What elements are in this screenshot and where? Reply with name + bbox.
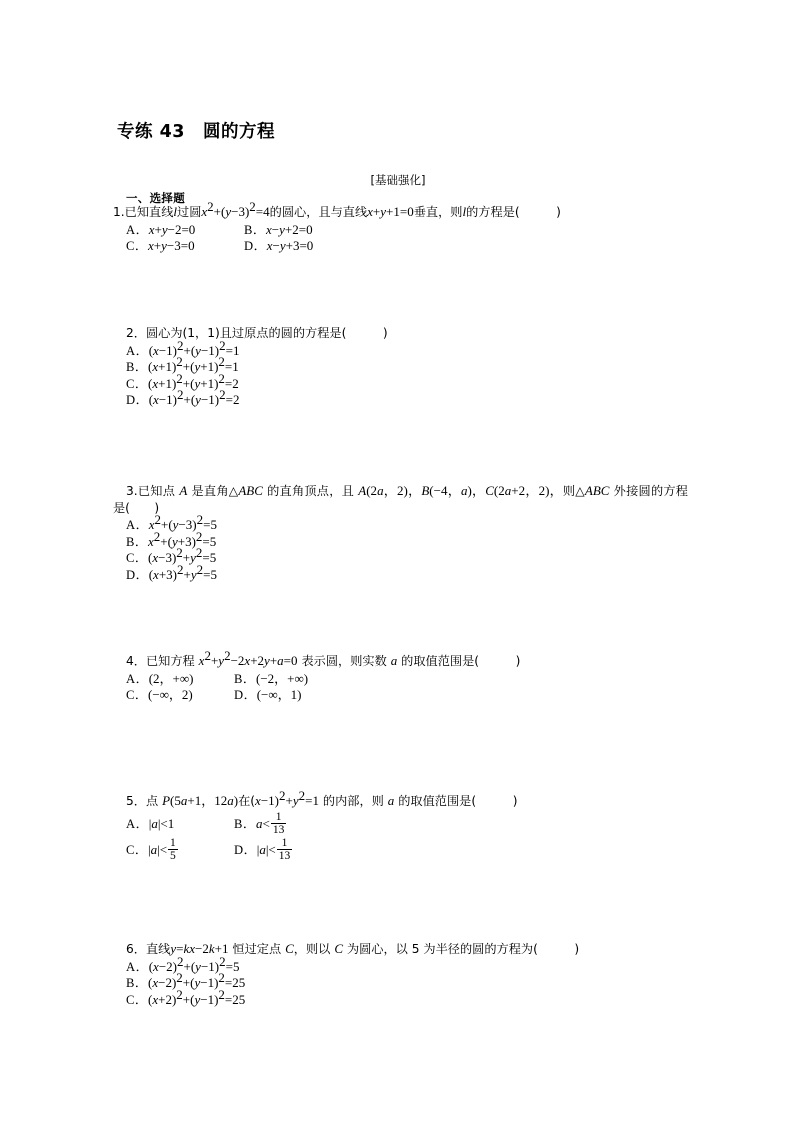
question-5 [113, 787, 688, 863]
question-6-stem: 6．直线y=kx−2k+1 恒过定点 C，则以 C 为圆心，以 5 为半径的圆的方程为( ) [126, 941, 580, 956]
option-row [113, 837, 688, 863]
question-6-options [113, 953, 688, 1009]
option-row [113, 353, 688, 376]
option-row [113, 370, 688, 393]
option-row [113, 953, 688, 976]
option-c[interactable]: C．(−∞，2) [126, 687, 193, 702]
option-b[interactable]: B．$(x+1)^2+(y+1)^2=1$ [126, 353, 239, 374]
fraction-one-thirteenth: $\frac{1}{13}$ [272, 810, 285, 836]
question-5-options [113, 811, 688, 863]
option-b[interactable]: B．a< $\frac{1}{13}$ [234, 810, 285, 836]
question-3-options [113, 511, 688, 583]
option-c[interactable]: C．x+y−3=0 [126, 238, 195, 253]
option-c[interactable]: C．$(x+2)^2+(y-1)^2=25$ [126, 986, 246, 1007]
option-row [113, 811, 688, 837]
question-4-stem: 4．已知方程 $x^2+y^2-2x+2y+a=0$ 表示圆，则实数 a 的取值范围是( ) [126, 647, 521, 668]
fraction-one-thirteenth: $\frac{1}{13}$ [278, 836, 291, 862]
part-heading: 一、选择题 [126, 191, 185, 205]
question-4 [113, 647, 688, 704]
option-a[interactable]: A．$(x-2)^2+(y-1)^2=5$ [126, 953, 240, 974]
question-2-stem: 2．圆心为(1，1)且过原点的圆的方程是( ) [126, 326, 388, 340]
option-row [113, 687, 688, 704]
question-2 [113, 325, 688, 409]
option-a[interactable]: A．|a|<1 [126, 815, 175, 831]
option-b[interactable]: B．$(x-2)^2+(y-1)^2=25$ [126, 969, 246, 990]
option-c[interactable]: C．|a|< $\frac{1}{5}$ [126, 836, 176, 862]
question-4-options [113, 671, 688, 704]
option-d[interactable]: D．|a|< $\frac{1}{13}$ [234, 836, 291, 862]
option-b[interactable]: B．$x^2+(y+3)^2=5$ [126, 528, 217, 549]
option-row [113, 337, 688, 360]
option-a[interactable]: A．$(x-1)^2+(y-1)^2=1$ [126, 337, 240, 358]
option-b[interactable]: B．(−2，+∞) [234, 670, 309, 686]
option-row [113, 561, 688, 584]
option-row [113, 222, 688, 239]
question-3 [113, 483, 688, 583]
page-title: 专练 43 圆的方程 [117, 122, 275, 142]
question-2-options [113, 337, 688, 409]
option-a[interactable]: A．$x^2+(y-3)^2=5$ [126, 511, 217, 532]
option-row [113, 671, 688, 688]
question-1-stem: 1.已知直线l过圆$x^2+(y-3)^2=4$的圆心，且与直线x+y+1=0垂直，则l的方程是( ) [113, 198, 561, 219]
option-row [113, 969, 688, 992]
fraction-one-fifth: $\frac{1}{5}$ [170, 836, 176, 862]
option-row [113, 238, 688, 255]
option-b[interactable]: B．x−y+2=0 [244, 221, 313, 237]
option-d[interactable]: D．$(x+3)^2+y^2=5$ [126, 561, 217, 582]
section-banner: [基础强化] [370, 173, 426, 187]
option-a[interactable]: A．(2，+∞) [126, 670, 194, 686]
question-6 [113, 941, 688, 1008]
option-c[interactable]: C．$(x+1)^2+(y+1)^2=2$ [126, 370, 239, 391]
option-d[interactable]: D．x−y+3=0 [244, 238, 314, 253]
question-1-options [113, 222, 688, 255]
option-d[interactable]: D．(−∞，1) [234, 687, 302, 702]
option-c[interactable]: C．$(x-3)^2+y^2=5$ [126, 544, 217, 565]
option-d[interactable]: D．$(x-1)^2+(y-1)^2=2$ [126, 386, 240, 407]
option-row [113, 986, 688, 1009]
option-row [113, 386, 688, 409]
question-3-stem: 3.已知点 A 是直角△ABC 的直角顶点，且 A(2a，2)，B(−4，a)，C(2a+2，2)，则△ABC 外接圆的方程是( ) [113, 483, 688, 515]
option-a[interactable]: A．x+y−2=0 [126, 221, 196, 237]
question-5-stem: 5．点 P(5a+1，12a)在$(x-1)^2+y^2=1$ 的内部，则 a 的取值范围是( ) [126, 787, 518, 808]
